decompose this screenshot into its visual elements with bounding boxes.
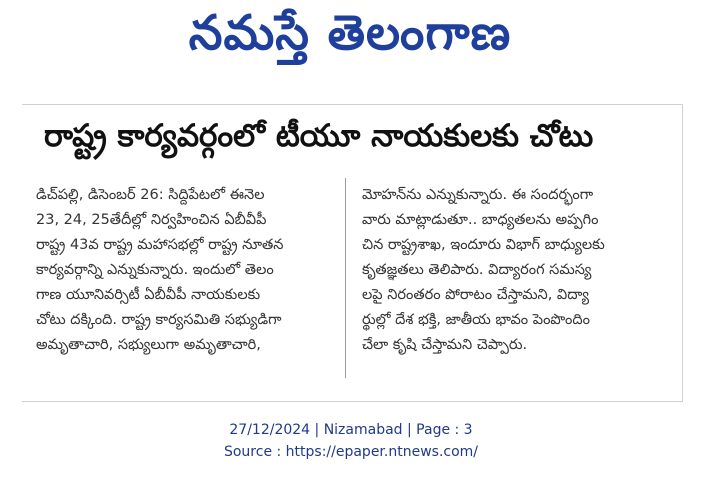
article-text-line: మోహన్‌ను ఎన్నుకున్నారు. ఈ సందర్భంగా xyxy=(362,187,594,203)
article-text-line: డిచ్‌పల్లి, డిసెంబర్ 26: సిద్దిపేటలో ఈనెల xyxy=(36,187,265,203)
article-text-line: ర్థుల్లో దేశ భక్తి, జాతీయ భావం పెంపొందిం xyxy=(362,312,590,328)
article-column-right xyxy=(362,183,658,358)
article-text-line: అమృతాచారి, సభ్యులుగా అమృతాచారి, xyxy=(36,337,261,353)
article-text-line: కృతజ్ఞతలు తెలిపారు. విద్యారంగ సమస్య xyxy=(362,262,592,278)
article-column-left xyxy=(36,183,332,358)
article-text-line: లపై నిరంతరం పోరాటం చేస్తామని, విద్యా xyxy=(362,287,589,303)
article-text-line: వారు మాట్లాడుతూ.. బాధ్యతలను అప్పగిం xyxy=(362,212,599,228)
article-text-line: చిన రాష్ట్రశాఖ, ఇందూరు విభాగ్ బాధ్యులకు xyxy=(362,237,605,253)
article-text-line: చోటు దక్కింది. రాష్ట్ర కార్యసమితి సభ్యుడిగా xyxy=(36,312,282,328)
article-text-line: కార్యవర్గాన్ని ఎన్నుకున్నారు. ఇందులో తెలం xyxy=(36,262,274,278)
footer-date-line: 27/12/2024 | Nizamabad | Page : 3 xyxy=(229,422,473,438)
article-text-line: చేలా కృషి చేస్తామని చెప్పారు. xyxy=(362,337,528,353)
footer-source-line: Source : https://epaper.ntnews.com/ xyxy=(223,444,479,460)
newspaper-masthead: నమస్తే తెలంగాణ xyxy=(188,5,512,61)
article-headline: రాష్ట్ర కార్యవర్గంలో టీయూ నాయకులకు చోటు xyxy=(44,118,594,154)
column-divider xyxy=(345,178,346,378)
article-text-line: రాష్ట్ర 43వ రాష్ట్ర మహాసభల్లో రాష్ట్ర నూతన xyxy=(36,237,284,253)
article-text-line: 23, 24, 25తేదీల్లో నిర్వహించిన ఏబీవీపీ xyxy=(36,212,267,228)
article-text-line: గాణ యూనివర్సిటీ ఏబీవీపీ నాయకులకు xyxy=(36,287,261,303)
